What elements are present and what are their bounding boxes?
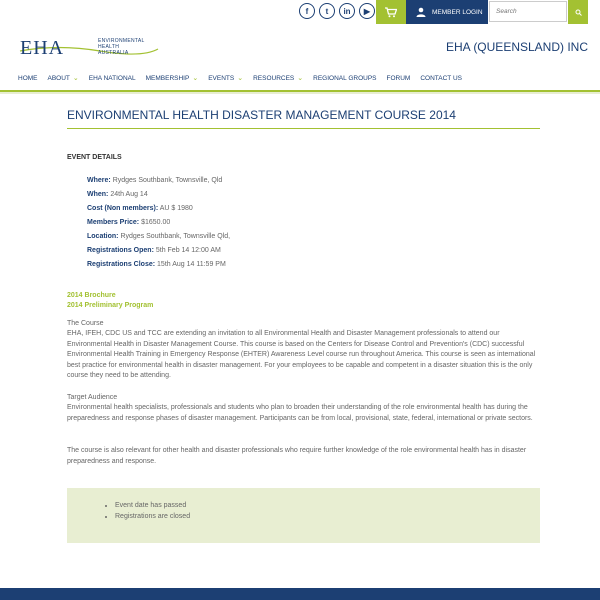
detail-cost: Cost (Non members): AU $ 1980 <box>87 205 193 212</box>
status-item: • Event date has passed <box>115 500 190 511</box>
brochure-link[interactable]: 2014 Brochure <box>67 292 116 299</box>
detail-registrations-close: Registrations Close: 15th Aug 14 11:59 PM <box>87 261 226 268</box>
detail-where: Where: Rydges Southbank, Townsville, Qld <box>87 177 223 184</box>
nav-resources[interactable]: RESOURCES ⌄ <box>253 74 304 82</box>
status-item: • Registrations are closed <box>115 511 190 522</box>
youtube-icon[interactable]: ▶ <box>359 3 375 19</box>
search-icon <box>575 9 582 16</box>
detail-members-price: Members Price: $1650.00 <box>87 219 171 226</box>
chevron-down-icon: ⌄ <box>237 75 244 82</box>
nav-membership[interactable]: MEMBERSHIP ⌄ <box>145 74 199 82</box>
search-button[interactable] <box>568 0 588 24</box>
nav-about[interactable]: ABOUT ⌄ <box>47 74 79 82</box>
footer-bar <box>0 588 600 600</box>
org-name: EHA (QUEENSLAND) INC <box>445 40 588 54</box>
status-list <box>67 500 190 522</box>
facebook-icon[interactable]: f <box>299 3 315 19</box>
course-description: EHA, IFEH, CDC US and TCC are extending an invitation to all Environmental Health and Disaster Management professionals to attend our Environmental Health in Disaster Management Course. This course is based on the Centers for Disease Control and Prevention's (CDC) successful Environmental Health Training in Emergency Response (EHTER) Awareness Level course run throughout America. This course is seen as international best practice for environmental health in disaster management. For your employees to be capable and competent in a disaster situation this is the only course they need to be attending. <box>67 330 536 379</box>
course-heading: The Course <box>67 320 104 327</box>
top-bar <box>0 0 600 24</box>
linkedin-icon[interactable]: in <box>339 3 355 19</box>
audience-description: Environmental health specialists, professionals and students who plan to broaden their understanding of the role environmental health has during the preparedness and response phases of disaster management. Participants can be from local, provisional, state, federal, international or private sectors. <box>67 404 533 422</box>
main-nav <box>18 72 472 84</box>
nav-forum[interactable]: FORUM <box>386 74 411 82</box>
chevron-down-icon: ⌄ <box>72 75 79 82</box>
member-login-label: MEMBER LOGIN <box>432 8 483 16</box>
event-details <box>87 174 230 272</box>
nav-contact-us[interactable]: CONTACT US <box>420 74 462 82</box>
cart-icon <box>385 7 397 18</box>
nav-home[interactable]: HOME <box>18 74 38 82</box>
relevance-description: The course is also relevant for other health and disaster professionals who require further knowledge of the role environmental health has in disaster preparedness and response. <box>67 447 527 465</box>
page-title: ENVIRONMENTAL HEALTH DISASTER MANAGEMENT COURSE 2014 <box>67 108 456 122</box>
chevron-down-icon: ⌄ <box>192 75 199 82</box>
user-icon <box>416 7 426 17</box>
nav-divider-shadow <box>0 92 600 94</box>
event-details-heading: EVENT DETAILS <box>67 154 122 161</box>
nav-regional-groups[interactable]: REGIONAL GROUPS <box>313 74 377 82</box>
twitter-icon[interactable]: t <box>319 3 335 19</box>
detail-location: Location: Rydges Southbank, Townsville Qld, <box>87 233 231 240</box>
detail-when: When: 24th Aug 14 <box>87 191 148 198</box>
cart-button[interactable] <box>376 0 406 24</box>
program-link[interactable]: 2014 Preliminary Program <box>67 302 154 309</box>
event-status-box <box>67 488 540 543</box>
title-divider <box>67 128 540 129</box>
audience-heading: Target Audience <box>67 394 118 401</box>
nav-events[interactable]: EVENTS ⌄ <box>208 74 244 82</box>
chevron-down-icon: ⌄ <box>297 75 304 82</box>
main-content <box>67 108 540 520</box>
detail-registrations-open: Registrations Open: 5th Feb 14 12:00 AM <box>87 247 221 254</box>
logo-subtitle: ENVIRONMENTAL HEALTH AUSTRALIA <box>98 38 145 56</box>
search-input[interactable] <box>489 1 567 22</box>
member-login-button[interactable] <box>406 0 488 24</box>
nav-eha-national[interactable]: EHA NATIONAL <box>88 74 136 82</box>
eha-logo[interactable]: EHA <box>20 37 65 59</box>
